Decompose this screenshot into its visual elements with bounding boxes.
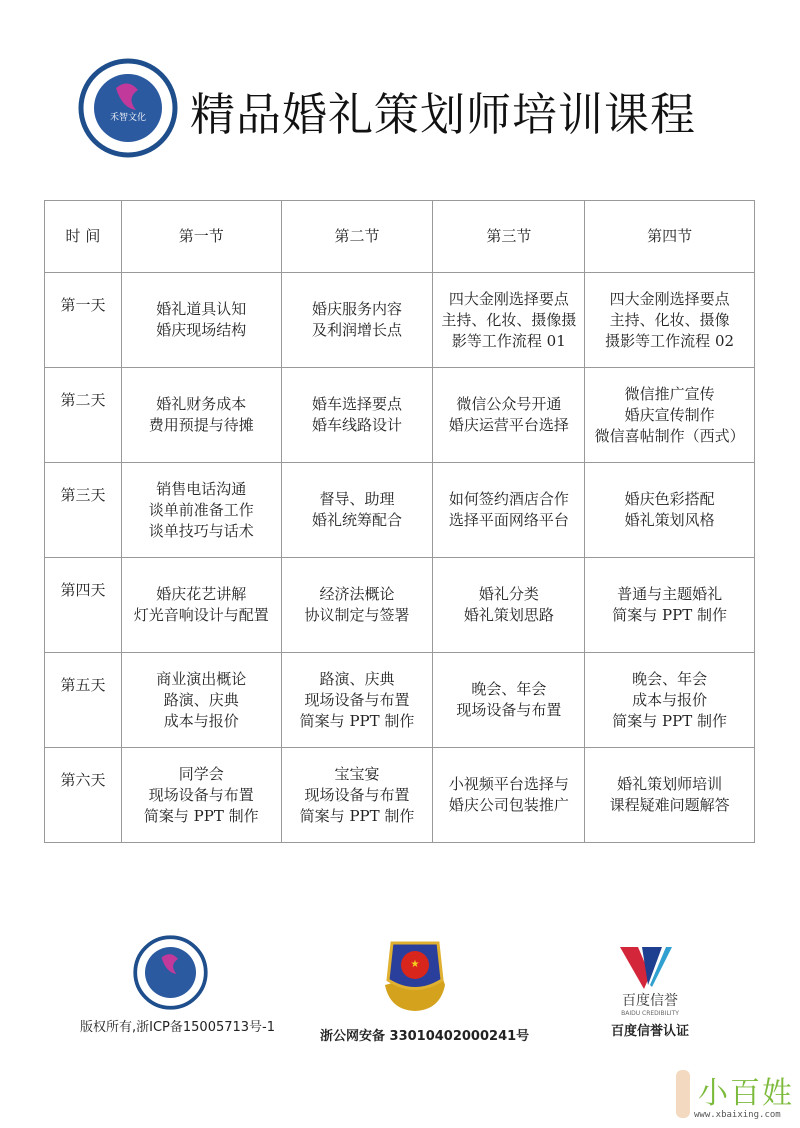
- session-line: 简案与 PPT 制作: [299, 711, 415, 730]
- session-line: 路演、庆典: [163, 690, 239, 709]
- session-line: 主持、化妆、摄像: [609, 310, 730, 329]
- session-line: 简案与 PPT 制作: [299, 806, 415, 825]
- session-line: 主持、化妆、摄像摄: [441, 310, 577, 329]
- session-cell: [433, 653, 585, 748]
- session-line: 婚庆服务内容: [312, 300, 403, 318]
- day-label: 第二天: [45, 368, 122, 463]
- session-line: 婚庆花艺讲解: [156, 585, 247, 603]
- session-cell: [585, 463, 755, 558]
- table-row: [45, 558, 755, 653]
- session-line: 四大金刚选择要点: [448, 289, 569, 308]
- header-cell: 时 间: [45, 201, 122, 273]
- header-cell: 第一节: [121, 201, 281, 273]
- session-line: 现场设备与布置: [456, 701, 562, 719]
- baidu-v-logo-icon: [620, 945, 680, 990]
- table-row: [45, 273, 755, 368]
- session-cell: [585, 748, 755, 843]
- session-cell: [281, 748, 433, 843]
- footer-police: [320, 935, 530, 1044]
- session-line: 婚礼道具认知: [156, 300, 247, 318]
- company-logo: [78, 58, 178, 158]
- session-line: 四大金刚选择要点: [609, 289, 730, 308]
- session-line: 简案与 PPT 制作: [612, 606, 727, 624]
- session-line: 现场设备与布置: [148, 785, 254, 804]
- session-cell: [585, 558, 755, 653]
- session-line: 及利润增长点: [312, 321, 403, 339]
- session-line: 宝宝宴: [334, 764, 380, 783]
- day-label: 第一天: [45, 273, 122, 368]
- session-cell: [433, 273, 585, 368]
- session-line: 婚庆色彩搭配: [624, 490, 715, 508]
- baidu-text: 百度信誉认证: [610, 1024, 689, 1039]
- baidu-logo-text: 百度信誉: [622, 993, 678, 1009]
- header-cell: 第二节: [281, 201, 433, 273]
- session-cell: [433, 463, 585, 558]
- day-label: 第五天: [45, 653, 122, 748]
- session-line: 谈单前准备工作: [148, 500, 254, 519]
- table-row: [45, 368, 755, 463]
- session-line: 商业演出概论: [156, 669, 247, 688]
- session-cell: [281, 463, 433, 558]
- session-line: 简案与 PPT 制作: [612, 711, 727, 730]
- session-line: 路演、庆典: [319, 669, 395, 688]
- session-cell: [121, 368, 281, 463]
- session-line: 婚车线路设计: [312, 416, 403, 434]
- session-line: 婚礼策划思路: [463, 606, 554, 624]
- session-line: 婚庆宣传制作: [624, 405, 715, 424]
- session-cell: [433, 368, 585, 463]
- session-line: 同学会: [178, 764, 224, 783]
- day-label: 第四天: [45, 558, 122, 653]
- session-line: 婚礼财务成本: [156, 395, 247, 413]
- session-line: 婚庆运营平台选择: [448, 416, 569, 434]
- session-cell: [281, 653, 433, 748]
- svg-text:★: ★: [410, 959, 420, 970]
- header-cell: 第三节: [433, 201, 585, 273]
- session-line: 灯光音响设计与配置: [133, 606, 269, 624]
- session-cell: [281, 273, 433, 368]
- table-row: [45, 748, 755, 843]
- session-line: 微信推广宣传: [624, 384, 715, 403]
- session-line: 课程疑难问题解答: [609, 796, 730, 814]
- header-cell: 第四节: [585, 201, 755, 273]
- svg-text:禾智文化: 禾智文化: [109, 113, 147, 123]
- session-line: 影等工作流程 01: [451, 331, 566, 350]
- session-line: 协议制定与签署: [304, 606, 410, 624]
- session-line: 选择平面网络平台: [448, 511, 569, 529]
- session-line: 成本与报价: [163, 711, 239, 730]
- session-cell: [281, 368, 433, 463]
- footer-copyright: [80, 935, 276, 1035]
- watermark-figure-icon: [676, 1070, 690, 1118]
- session-cell: [121, 748, 281, 843]
- session-line: 婚庆公司包装推广: [448, 796, 569, 814]
- session-line: 督导、助理: [319, 490, 395, 508]
- session-line: 婚礼统筹配合: [312, 511, 403, 529]
- session-line: 费用预提与待摊: [148, 416, 254, 434]
- session-line: 婚礼策划师培训: [617, 775, 723, 793]
- session-cell: [585, 368, 755, 463]
- session-line: 普通与主题婚礼: [617, 585, 723, 603]
- day-label: 第三天: [45, 463, 122, 558]
- session-line: 销售电话沟通: [156, 479, 247, 498]
- watermark: [676, 1068, 796, 1123]
- table-row: [45, 463, 755, 558]
- session-line: 小视频平台选择与: [448, 775, 569, 793]
- session-cell: [585, 273, 755, 368]
- session-line: 如何签约酒店合作: [448, 490, 569, 508]
- session-cell: [433, 748, 585, 843]
- session-line: 婚礼策划风格: [624, 511, 715, 529]
- session-cell: [121, 558, 281, 653]
- session-line: 婚礼分类: [478, 585, 539, 603]
- session-line: 经济法概论: [319, 585, 395, 603]
- day-label: 第六天: [45, 748, 122, 843]
- session-cell: [433, 558, 585, 653]
- session-line: 摄影等工作流程 02: [605, 331, 735, 350]
- table-row: [45, 653, 755, 748]
- session-line: 晚会、年会: [632, 669, 708, 688]
- watermark-url: www.xbaixing.com: [694, 1110, 781, 1120]
- session-cell: [121, 463, 281, 558]
- session-cell: [281, 558, 433, 653]
- session-line: 简案与 PPT 制作: [143, 806, 259, 825]
- session-line: 现场设备与布置: [304, 785, 410, 804]
- session-line: 谈单技巧与话术: [148, 521, 254, 540]
- police-text: 浙公网安备 33010402000241号: [320, 1029, 530, 1044]
- footer-baidu: [590, 945, 710, 1039]
- company-logo-small: [133, 935, 208, 1010]
- page-title: 精品婚礼策划师培训课程: [190, 88, 697, 141]
- session-line: 微信公众号开通: [456, 395, 562, 413]
- session-line: 婚庆现场结构: [156, 321, 247, 339]
- session-line: 现场设备与布置: [304, 690, 410, 709]
- copyright-text: 版权所有,浙ICP备15005713号-1: [80, 1020, 276, 1035]
- session-cell: [585, 653, 755, 748]
- watermark-text: 小百姓: [698, 1076, 794, 1111]
- session-cell: [121, 273, 281, 368]
- police-badge-icon: [380, 935, 450, 1013]
- table-header-row: [45, 201, 755, 273]
- baidu-logo-sub: BAIDU CREDIBILITY: [621, 1010, 679, 1017]
- course-schedule-table: [44, 200, 755, 843]
- session-cell: [121, 653, 281, 748]
- session-line: 婚车选择要点: [312, 395, 403, 413]
- session-line: 成本与报价: [632, 690, 708, 709]
- session-line: 晚会、年会: [471, 680, 547, 698]
- session-line: 微信喜帖制作（西式）: [594, 426, 745, 445]
